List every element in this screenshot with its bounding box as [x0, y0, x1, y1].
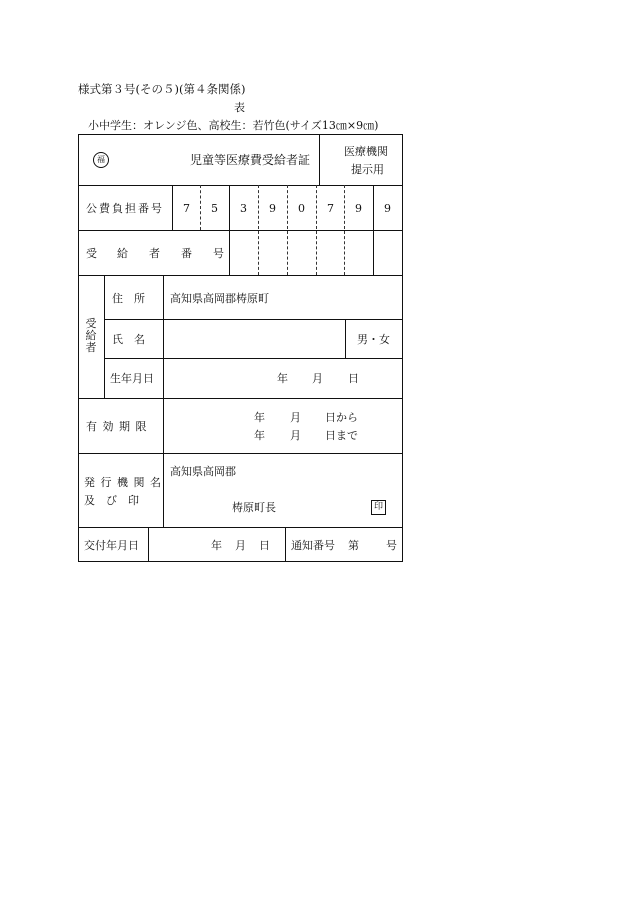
certificate-title: 児童等医療費受給者証: [190, 153, 311, 167]
recipient-number-label-char: 番: [181, 247, 192, 260]
address-value: 高知県高岡郡梼原町: [170, 292, 269, 305]
issue-month-unit: 月: [235, 539, 246, 552]
welfare-seal-mark: 福: [93, 152, 109, 168]
form-number: 様式第３号(その５)(第４条関係): [78, 82, 246, 96]
valid-to-year: 年: [254, 429, 265, 442]
payer-digit: 7: [327, 202, 334, 215]
payer-digit: 0: [298, 202, 305, 215]
issuer-label-line1: 発 行 機 関 名: [84, 476, 162, 489]
birth-date-label: 生年月日: [110, 372, 154, 385]
recipient-number-label-char: 受: [86, 247, 97, 260]
gender-options: 男・女: [357, 333, 390, 346]
issuer-name-line1: 高知県高岡郡: [170, 465, 236, 478]
recipient-vertical-label: 受 給 者: [85, 317, 97, 354]
official-seal-mark: 印: [371, 500, 386, 515]
color-size-note: 小中学生：オレンジ色、高校生：若竹色(サイズ13㎝×9㎝): [88, 119, 379, 132]
medical-institution-label: 医療機関: [344, 145, 388, 158]
valid-to-day: 日まで: [325, 429, 358, 442]
validity-label: 有 効 期 限: [86, 420, 148, 433]
notice-number-suffix: 号: [386, 539, 397, 552]
payer-digit: 5: [211, 202, 218, 215]
issuer-name-line2: 梼原町長: [232, 501, 276, 514]
valid-to-month: 月: [290, 429, 301, 442]
name-label: 氏 名: [112, 333, 145, 346]
payer-digit: 7: [183, 202, 190, 215]
notice-number-prefix: 第: [348, 539, 359, 552]
valid-from-year: 年: [254, 411, 265, 424]
recipient-number-label-char: 給: [117, 247, 128, 260]
issue-day-unit: 日: [259, 539, 270, 552]
issue-year-unit: 年: [211, 539, 222, 552]
payer-digit: 9: [269, 202, 276, 215]
valid-from-day: 日から: [325, 411, 358, 424]
recipient-number-label-char: 号: [213, 247, 224, 260]
valid-from-month: 月: [290, 411, 301, 424]
side-indicator: 表: [234, 101, 245, 114]
payer-number-label: 公費負担番号: [86, 202, 164, 215]
issuer-label-line2: 及 び 印: [84, 494, 139, 507]
recipient-number-label-char: 者: [149, 247, 160, 260]
address-label: 住 所: [112, 292, 145, 305]
presentation-use-label: 提示用: [351, 163, 384, 176]
payer-digit: 9: [384, 202, 391, 215]
issue-date-label: 交付年月日: [84, 539, 139, 552]
birth-year-unit: 年: [277, 372, 288, 385]
birth-day-unit: 日: [348, 372, 359, 385]
birth-month-unit: 月: [312, 372, 323, 385]
payer-digit: 9: [355, 202, 362, 215]
payer-digit: 3: [240, 202, 247, 215]
notice-number-label: 通知番号: [291, 539, 335, 552]
